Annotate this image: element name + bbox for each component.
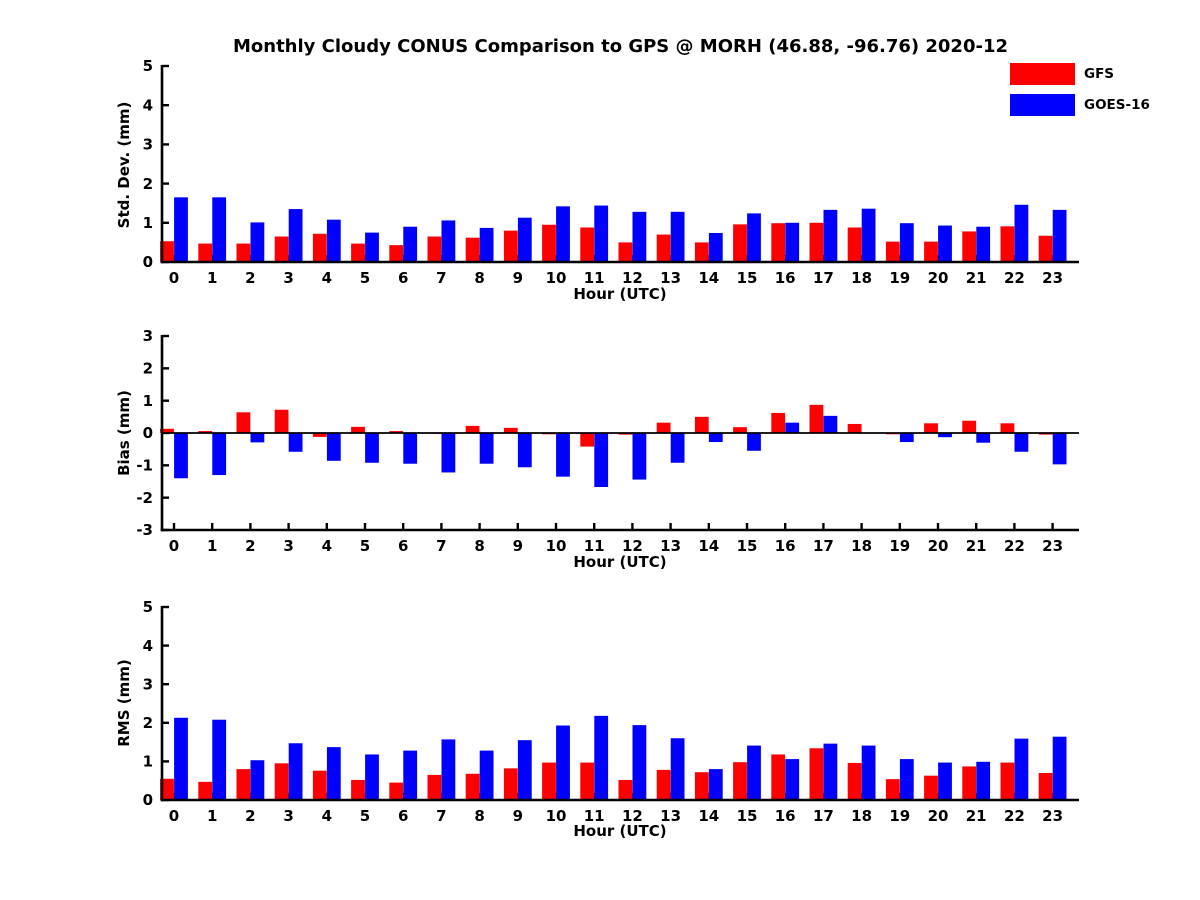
gfs-bar-h14 [695,242,709,262]
x-tick-label: 5 [359,807,371,825]
x-tick-label: 10 [545,269,567,287]
goes-16-bar-h6 [403,227,417,262]
gfs-bar-h17 [810,748,824,800]
x-tick-label: 19 [889,807,911,825]
x-tick-label: 6 [397,807,409,825]
goes-16-bar-h13 [671,738,685,800]
y-tick-label: 3 [142,675,153,694]
x-tick-label: 13 [660,807,682,825]
gfs-bar-h20 [924,423,938,433]
x-tick-label: 22 [1003,537,1025,555]
goes-16-bar-h13 [671,212,685,262]
gfs-bar-h9 [504,231,518,262]
goes-16-bar-h7 [442,220,456,262]
gfs-bar-h18 [848,763,862,800]
x-tick-label: 17 [812,537,834,555]
goes-16-bar-h11 [594,206,608,262]
goes-16-bar-h0 [174,718,188,800]
goes-16-bar-h5 [365,233,379,262]
legend-label-goes16: GOES-16 [1084,96,1150,113]
x-tick-label: 3 [283,807,294,825]
y-tick-label: 1 [142,214,153,232]
gfs-bar-h17 [810,223,824,262]
y-tick-label: 0 [142,424,153,443]
y-tick-label: 5 [142,57,153,76]
goes-16-bar-h23 [1053,210,1067,262]
x-tick-label: 13 [660,537,682,555]
goes-16-bar-h7 [442,739,456,800]
rms-y-axis-label: RMS (mm) [115,659,133,747]
x-tick-label: 21 [965,269,987,287]
y-tick-label: 3 [142,327,153,346]
goes-16-bar-h22 [1015,433,1029,452]
goes-16-bar-h17 [824,416,838,433]
gfs-bar-h5 [351,244,365,262]
x-tick-label: 17 [812,269,834,287]
goes-16-bar-h15 [747,213,761,262]
x-tick-label: 5 [359,269,371,287]
x-tick-label: 22 [1003,269,1025,287]
gfs-bar-h2 [237,769,251,800]
x-tick-label: 16 [774,807,796,825]
goes-16-bar-h21 [976,762,990,800]
gfs-bar-h11 [580,228,594,262]
goes-16-bar-h2 [251,760,265,800]
gfs-bar-h11 [580,763,594,800]
x-tick-label: 4 [321,537,333,555]
x-tick-label: 23 [1042,537,1064,555]
gfs-bar-h18 [848,424,862,433]
goes-16-bar-h4 [327,220,341,262]
bias-chart [136,327,1079,555]
x-tick-label: 10 [545,537,567,555]
y-tick-label: 3 [142,135,153,154]
gfs-bar-h22 [1001,226,1015,262]
goes-16-bar-h7 [442,433,456,472]
goes-16-bar-h21 [976,227,990,262]
x-tick-label: 18 [851,537,873,555]
y-tick-label: -2 [136,488,153,507]
goes-16-bar-h16 [785,423,799,433]
stddev-y-axis-label: Std. Dev. (mm) [115,101,133,229]
y-tick-label: 5 [142,598,153,617]
gfs-bar-h10 [542,225,556,262]
goes-16-bar-h15 [747,433,761,451]
gfs-bar-h13 [657,235,671,262]
y-tick-label: -1 [136,456,153,475]
x-tick-label: 2 [245,537,256,555]
goes-16-bar-h8 [480,433,494,464]
x-tick-label: 11 [583,537,605,555]
rms-x-axis-label: Hour (UTC) [573,822,667,840]
x-tick-label: 6 [397,537,409,555]
x-tick-label: 1 [206,807,218,825]
goes-16-bar-h19 [900,759,914,800]
x-tick-label: 8 [474,537,485,555]
y-tick-label: 1 [142,391,153,410]
gfs-bar-h3 [275,410,289,433]
gfs-bar-h19 [886,779,900,800]
goes-16-bar-h16 [785,223,799,262]
y-tick-label: 2 [142,359,153,378]
x-tick-label: 18 [851,269,873,287]
gfs-bar-h21 [962,421,976,433]
gfs-bar-h4 [313,234,327,262]
x-tick-label: 23 [1042,269,1064,287]
gfs-bar-h14 [695,772,709,800]
x-tick-label: 12 [621,807,643,825]
gfs-bar-h3 [275,237,289,262]
goes-16-bar-h14 [709,433,723,442]
gfs-bar-h4 [313,771,327,800]
gfs-bar-h1 [198,244,212,262]
x-tick-label: 0 [168,807,180,825]
x-tick-label: 16 [774,537,796,555]
gfs-bar-h5 [351,780,365,800]
gfs-bar-h6 [389,245,403,262]
goes-16-bar-h14 [709,233,723,262]
gfs-bar-h19 [886,242,900,262]
goes-16-bar-h23 [1053,737,1067,800]
gfs-bar-h11 [580,433,594,447]
gfs-bar-h21 [962,231,976,262]
y-tick-label: 0 [142,253,153,272]
legend-label-gfs: GFS [1084,65,1115,82]
x-tick-label: 5 [359,537,371,555]
goes-16-bar-h9 [518,218,532,262]
figure-title: Monthly Cloudy CONUS Comparison to GPS @ MORH (46.88, -96.76) 2020-12 [232,36,1008,57]
goes-16-bar-h19 [900,223,914,262]
gfs-bar-h23 [1039,773,1053,800]
goes-16-bar-h14 [709,769,723,800]
gfs-bar-h22 [1001,423,1015,433]
goes-16-bar-h13 [671,433,685,463]
goes-16-bar-h20 [938,763,952,800]
gfs-bar-h18 [848,228,862,262]
x-tick-label: 8 [474,269,485,287]
x-tick-label: 21 [965,537,987,555]
goes-16-bar-h6 [403,751,417,800]
gfs-bar-h6 [389,783,403,800]
x-tick-label: 20 [927,269,949,287]
goes-16-bar-h18 [862,746,876,800]
bias-x-axis-label: Hour (UTC) [573,553,667,571]
rms-chart [143,598,1079,825]
goes-16-bar-h8 [480,751,494,800]
y-tick-label: 1 [142,752,153,771]
x-tick-label: 21 [965,807,987,825]
gfs-bar-h10 [542,763,556,800]
x-tick-label: 10 [545,807,567,825]
gfs-bar-h2 [237,244,251,262]
x-tick-label: 15 [736,537,758,555]
gfs-bar-h8 [466,426,480,433]
goes-16-bar-h9 [518,740,532,800]
std-dev-chart [143,57,1079,287]
x-tick-label: 12 [621,537,643,555]
gfs-bar-h16 [771,223,785,262]
goes-16-bar-h8 [480,228,494,262]
gfs-bar-h21 [962,766,976,800]
x-tick-label: 7 [436,537,447,555]
x-tick-label: 14 [698,269,720,287]
x-tick-label: 14 [698,537,720,555]
goes-16-bar-h5 [365,754,379,800]
goes-16-bar-h10 [556,433,570,477]
x-tick-label: 9 [512,269,524,287]
goes-16-bar-h0 [174,433,188,478]
gfs-bar-h15 [733,762,747,800]
goes-16-bar-h4 [327,747,341,800]
x-tick-label: 3 [283,269,294,287]
gfs-bar-h5 [351,427,365,433]
gfs-bar-h8 [466,238,480,262]
x-tick-label: 11 [583,807,605,825]
x-tick-label: 4 [321,269,333,287]
gfs-bar-h20 [924,776,938,800]
goes-16-bar-h22 [1015,205,1029,262]
goes-16-bar-h3 [289,743,303,800]
x-tick-label: 9 [512,537,524,555]
gfs-bar-h1 [198,782,212,800]
goes-16-bar-h23 [1053,433,1067,464]
goes-16-bar-h12 [633,433,647,480]
goes-16-bar-h4 [327,433,341,461]
goes-16-bar-h9 [518,433,532,467]
gfs-bar-h15 [733,224,747,262]
goes-16-bar-h11 [594,716,608,800]
x-tick-label: 2 [245,269,256,287]
x-tick-label: 16 [774,269,796,287]
gfs-bar-h14 [695,417,709,433]
x-tick-label: 9 [512,807,524,825]
x-tick-label: 15 [736,269,758,287]
goes-16-bar-h18 [862,209,876,262]
goes-16-bar-h2 [251,222,265,262]
x-tick-label: 17 [812,807,834,825]
gfs-bar-h16 [771,754,785,800]
x-tick-label: 14 [698,807,720,825]
y-tick-label: 0 [142,791,153,810]
goes-16-bar-h16 [785,759,799,800]
x-tick-label: 13 [660,269,682,287]
gfs-bar-h7 [428,775,442,800]
y-tick-label: -3 [136,521,153,540]
gfs-bar-h13 [657,423,671,433]
x-tick-label: 0 [168,269,180,287]
gfs-bar-h13 [657,770,671,800]
x-tick-label: 7 [436,807,447,825]
x-tick-label: 19 [889,269,911,287]
goes-16-bar-h21 [976,433,990,443]
goes-16-bar-h22 [1015,739,1029,800]
x-tick-label: 12 [621,269,643,287]
gfs-bar-h23 [1039,236,1053,262]
goes-16-bar-h1 [212,197,226,262]
x-tick-label: 3 [283,537,294,555]
gfs-bar-h20 [924,242,938,262]
x-tick-label: 23 [1042,807,1064,825]
x-tick-label: 19 [889,537,911,555]
stddev-x-axis-label: Hour (UTC) [573,285,667,303]
x-tick-label: 4 [321,807,333,825]
goes-16-bar-h17 [824,744,838,800]
goes-16-bar-h1 [212,433,226,475]
x-tick-label: 6 [397,269,409,287]
goes-16-bar-h20 [938,226,952,262]
x-tick-label: 20 [927,537,949,555]
x-tick-label: 1 [206,269,218,287]
gfs-bar-h17 [810,405,824,433]
gfs-bar-h12 [619,780,633,800]
y-tick-label: 2 [142,174,153,193]
gfs-bar-h3 [275,763,289,800]
gfs-bar-h8 [466,774,480,800]
x-tick-label: 0 [168,537,180,555]
y-tick-label: 2 [142,714,153,732]
goes-16-bar-h10 [556,206,570,262]
x-tick-label: 8 [474,807,485,825]
gfs-bar-h2 [237,412,251,433]
goes-16-bar-h3 [289,209,303,262]
x-tick-label: 11 [583,269,605,287]
gfs-bar-h7 [428,237,442,262]
goes-16-bar-h6 [403,433,417,464]
goes-16-bar-h12 [633,725,647,800]
goes-16-bar-h17 [824,210,838,262]
gfs-bar-h16 [771,413,785,433]
gfs-bar-h9 [504,768,518,800]
goes-16-bar-h1 [212,720,226,800]
gfs-bar-h22 [1001,763,1015,800]
goes-16-bar-h5 [365,433,379,463]
goes-16-bar-h19 [900,433,914,442]
goes-16-bar-h11 [594,433,608,487]
gfs-bar-h12 [619,242,633,262]
goes-16-bar-h10 [556,726,570,800]
goes-16-bar-h0 [174,197,188,262]
bias-y-axis-label: Bias (mm) [115,390,133,476]
x-tick-label: 18 [851,807,873,825]
goes-16-bar-h2 [251,433,265,442]
x-tick-label: 15 [736,807,758,825]
x-tick-label: 20 [927,807,949,825]
x-tick-label: 1 [206,537,218,555]
y-tick-label: 4 [142,96,153,115]
y-tick-label: 4 [142,636,153,655]
goes-16-bar-h3 [289,433,303,452]
x-tick-label: 2 [245,807,256,825]
x-tick-label: 22 [1003,807,1025,825]
goes-16-bar-h12 [633,212,647,262]
goes-16-bar-h15 [747,746,761,800]
x-tick-label: 7 [436,269,447,287]
